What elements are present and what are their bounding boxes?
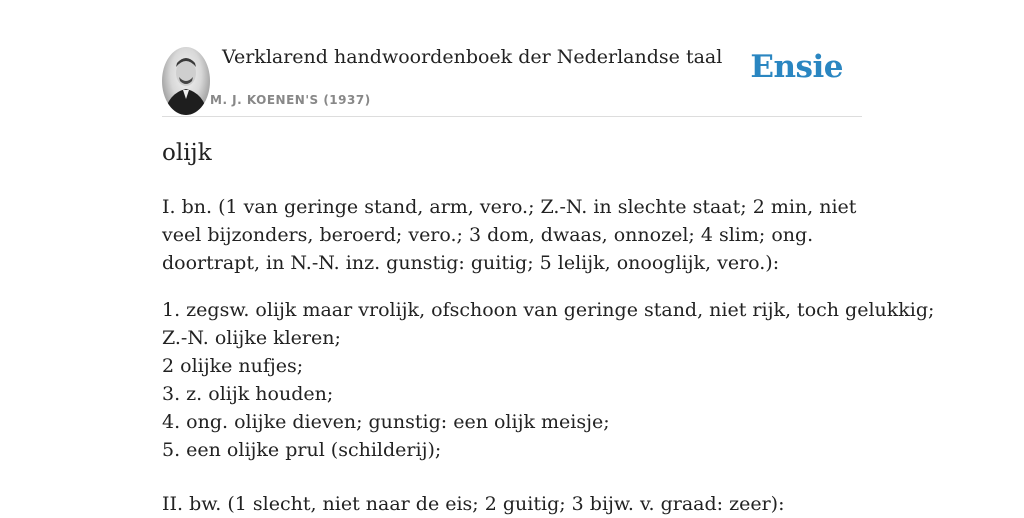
example-item: 2 olijke nufjes; [162, 355, 304, 377]
example-item: 5. een olijke prul (schilderij); [162, 439, 442, 461]
definition-adjective: I. bn. (1 van geringe stand, arm, vero.; Z.-N. in slechte staat; 2 min, niet veel bijzonders, beroerd; vero.; 3 dom, dwaas, onnozel; 4 slim; ong. doortrapt, in N.-N. inz. gunstig: guitig; 5 lelijk, onooglijk, vero.): [162, 196, 857, 274]
author-byline: M. J. KOENEN'S (1937) [210, 93, 371, 107]
dictionary-title: Verklarend handwoordenboek der Nederlandse taal [222, 46, 723, 68]
example-item: Z.-N. olijke kleren; [162, 327, 341, 349]
example-list [162, 296, 935, 464]
ensie-logo-link[interactable]: Ensie [750, 49, 843, 85]
author-portrait-icon [162, 47, 210, 115]
example-item: 4. ong. olijke dieven; gunstig: een olijk meisje; [162, 411, 610, 433]
example-item: 1. zegsw. olijk maar vrolijk, ofschoon van geringe stand, niet rijk, toch gelukkig; [162, 299, 935, 321]
example-item: 3. z. olijk houden; [162, 383, 334, 405]
site-header [162, 0, 862, 117]
page [162, 0, 935, 515]
definition-adverb: II. bw. (1 slecht, niet naar de eis; 2 guitig; 3 bijw. v. graad: zeer): [162, 493, 785, 515]
entry-headword: olijk [162, 140, 212, 166]
